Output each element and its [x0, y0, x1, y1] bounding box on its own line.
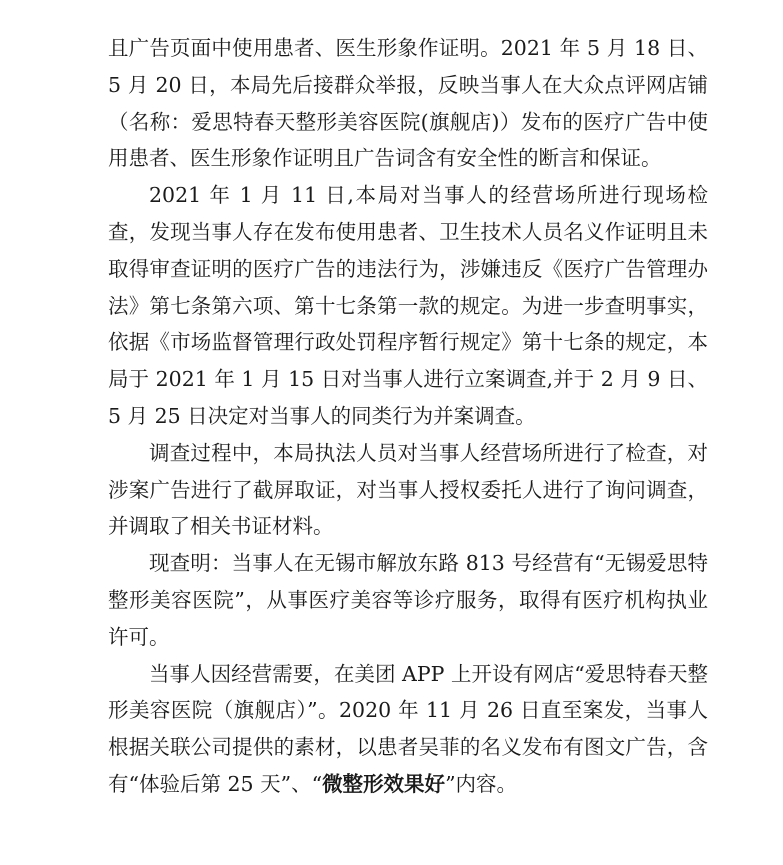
paragraph-5 — [108, 656, 708, 803]
paragraph-3: 调查过程中，本局执法人员对当事人经营场所进行了检查，对涉案广告进行了截屏取证，对当事人授权委托人进行了询问调查，并调取了相关书证材料。 — [108, 440, 708, 539]
paragraph-1: 且广告页面中使用患者、医生形象作证明。2021 年 5 月 18 日、5 月 20 日，本局先后接群众举报，反映当事人在大众点评网店铺（名称：爱思特春天整形美容医院(旗舰店)）发布的医疗广告中使用患者、医生形象作证明且广告词含有安全性的断言和保证。 — [108, 36, 708, 171]
paragraph-5-bold-text: 微整形效果好 — [322, 771, 446, 796]
paragraph-5-text-2: ”内容。 — [445, 771, 518, 796]
document-body — [108, 30, 708, 803]
paragraph-5-text-1: 当事人因经营需要，在美团 APP 上开设有网店“爱思特春天整形美容医院（旗舰店）”。2020 年 11 月 26 日直至案发，当事人根据关联公司提供的素材，以患者吴菲的名义发布有图文广告，含有“体验后第 25 天”、“ — [108, 661, 708, 796]
paragraph-4: 现查明：当事人在无锡市解放东路 813 号经营有“无锡爱思特整形美容医院”，从事医疗美容等诊疗服务，取得有医疗机构执业许可。 — [108, 551, 708, 649]
paragraph-2: 2021 年 1 月 11 日,本局对当事人的经营场所进行现场检查，发现当事人存在发布使用患者、卫生技术人员名义作证明且未取得审查证明的医疗广告的违法行为，涉嫌违反《医疗广告管理办法》第七条第六项、第十七条第一款的规定。为进一步查明事实，依据《市场监督管理行政处罚程序暂行规定》第十七条的规定，本局于 2021 年 1 月 15 日对当事人进行立案调查,并于 2 月 9 日、5 月 25 日决定对当事人的同类行为并案调查。 — [108, 183, 708, 428]
